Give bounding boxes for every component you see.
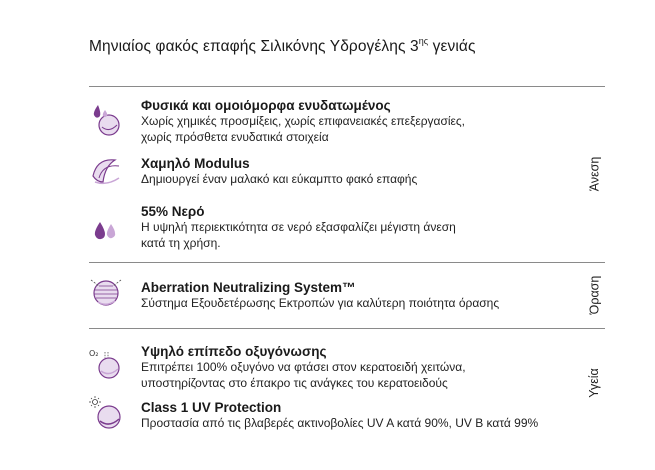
feature-title: Class 1 UV Protection [141, 400, 282, 415]
feature-description-line: Σύστημα Εξουδετέρωσης Εκτροπών για καλύτερη ποιότητα όρασης [141, 296, 500, 310]
feature-description-line: Χωρίς χημικές προσμίξεις, χωρίς επιφανειακές επεξεργασίες, [141, 114, 465, 128]
droplet-lens-icon [89, 103, 123, 137]
water-drops-icon [89, 214, 123, 248]
aberration-lens-icon [89, 276, 123, 310]
feature-title: Υψηλό επίπεδο οξυγόνωσης [141, 344, 327, 359]
feature-description-line: Προστασία από τις βλαβερές ακτινοβολίες UV A κατά 90%, UV B κατά 99% [141, 416, 539, 430]
page-title: Μηνιαίος φακός επαφής Σιλικόνης Υδρογέλης $3^{\eta\varsigma}$ γενιάς [89, 36, 476, 55]
side-label: Υγεία [586, 368, 601, 398]
side-label: Όραση [587, 275, 601, 315]
feature-hydration [89, 98, 589, 148]
feature-low-modulus [89, 156, 589, 196]
feature-uv-protection [89, 400, 589, 436]
feature-title: Aberration Neutralizing System™ [141, 280, 356, 295]
oxygen-lens-icon [89, 346, 123, 380]
feature-title: 55% Νερό [141, 204, 205, 219]
feature-title: Χαμηλό Modulus [141, 156, 250, 171]
feature-oxygen [89, 344, 589, 394]
feature-description-line: Η υψηλή περιεκτικότητα σε νερό εξασφαλίζει μέγιστη άνεση [141, 220, 456, 234]
feature-title: Φυσικά και ομοιόμορφα ενυδατωμένος [141, 98, 391, 113]
feature-description-line: Δημιουργεί έναν μαλακό και εύκαμπτο φακό επαφής [141, 172, 418, 186]
uv-protection-lens-icon [89, 396, 123, 430]
soft-lens-icon [89, 154, 123, 188]
section-health [89, 328, 609, 438]
oxygen-symbol: O₂ [89, 349, 99, 358]
section-vision [89, 262, 609, 328]
section-comfort [89, 86, 609, 262]
feature-description-line: Επιτρέπει 100% οξυγόνο να φτάσει στον κερατοειδή χειτώνα, [141, 360, 466, 374]
feature-description-line: χωρίς πρόσθετα ενυδατικά στοιχεία [141, 129, 329, 144]
feature-description-line: υποστηρίζοντας στο έπακρο τις ανάγκες του κερατοειδούς [141, 375, 448, 390]
feature-water-content [89, 204, 589, 254]
feature-aberration [89, 280, 589, 316]
side-label: Άνεση [587, 156, 602, 192]
feature-description-line: κατά τη χρήση. [141, 235, 221, 250]
